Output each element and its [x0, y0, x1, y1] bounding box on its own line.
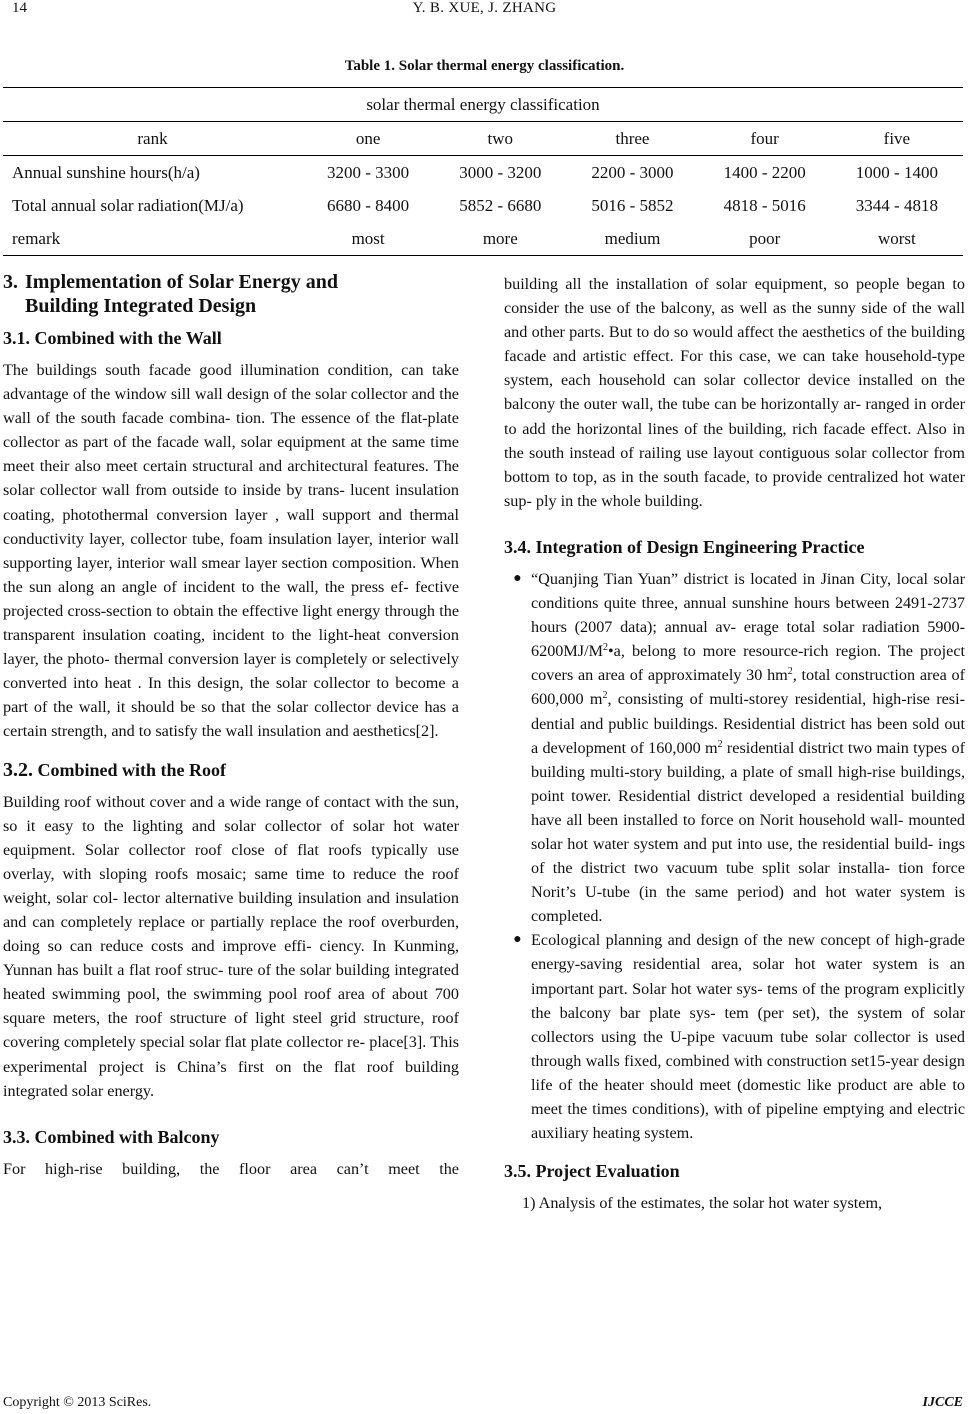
table-cell: worst [831, 222, 963, 256]
subsection-3-2-heading [3, 758, 459, 782]
subsection-title: Combined with the Roof [37, 759, 227, 780]
table-header-cell: four [699, 122, 831, 156]
left-column [3, 270, 459, 1181]
subsection-3-1-heading: 3.1. Combined with the Wall [3, 328, 222, 348]
section-3-heading [3, 270, 459, 318]
list-item [504, 928, 965, 1145]
table-header-cell: three [566, 122, 698, 156]
table-row [3, 189, 963, 222]
subsection-3-5-heading: 3.5. Project Evaluation [504, 1161, 680, 1182]
table-header-cell: two [434, 122, 566, 156]
subsection-3-3-body-start: For high-rise building, the floor area can’t meet the [3, 1159, 459, 1178]
subsection-number: 3.2. [3, 758, 33, 781]
table-title-row [3, 88, 963, 122]
subsection-3-3-body-cont: building all the installation of solar equipment, so people began to consider the use of the balcony, as well as the sunny side of the wall and other parts. But to do so would affect the aesthetics of the building facade and artistic effect. For this case, we can take household-type system, each household can solar collector device installed on the balcony the outer wall, the tube can be horizontally ar- ranged in order to add the horizontal lines of the building, rich facade effect. Also in the south instead of railing use layout contiguous solar collector from bottom to top, as in the south facade, to provide centralized hot water sup- ply in the whole building. [504, 275, 965, 510]
list-item [504, 567, 965, 928]
table-caption: Table 1. Solar thermal energy classification. [344, 58, 625, 74]
table-cell: 4818 - 5016 [723, 195, 806, 215]
copyright-notice: Copyright © 2013 SciRes. [3, 1395, 152, 1410]
table-cell: 3344 - 4818 [855, 195, 938, 215]
table-cell: 1000 - 1400 [855, 162, 938, 182]
table-header-row [3, 122, 963, 156]
table-cell: Annual sunshine hours(h/a) [12, 162, 200, 182]
section-number: 3. [3, 271, 18, 293]
table-header-cell: one [302, 122, 434, 156]
bullet-2-text: Ecological planning and design of the new concept of high-grade energy-saving residential area, solar hot water system is an important part. Solar hot water sys- tems of the program explicitly the balcony bar plate sys- tem (per set), the system of solar collectors using the U-pipe vacuum tube solar collector is used through walls fixed, combined with construction set15-year design life of the heater should meet (domestic like product are able to meet the times conditions), with of pipeline emptying and electric auxiliary heating system. [531, 931, 965, 1143]
table-cell: Total annual solar radiation(MJ/a) [12, 195, 244, 215]
table-cell: 2200 - 3000 [591, 162, 674, 182]
table-cell: remark [3, 222, 302, 256]
table-cell: more [434, 222, 566, 256]
table-header-cell: rank [3, 122, 302, 156]
bullet-1-text: “Quanjing Tian Yuan” district is located in Jinan City, local solar conditions quite three, annual sunshine hours between 2491-2737 hours (2007 data); annual av- erage total solar radiation $5900-6200MJ/M^2•a$, belong to more resource-rich region. The project covers an area of approximately 30 $hm^2$, total construction area of 600,000 $m^2$, consisting of multi-storey residential, high-rise resi- dential and public buildings. Residential district has been sold out a development of 160,000 $m^2$ residential district two main types of building multi-story building, a plate of small high-rise buildings, point tower. Residential district developed a residential building have all been installed to force on Norit household wall- mounted solar hot water system and put into use, the residential build- ings of the district two vacuum tube split solar installa- tion force Norit’s U-tube (in the same period) and hot water system is completed. [531, 569, 966, 926]
table-cell: poor [699, 222, 831, 256]
subsection-3-4-heading: 3.4. Integration of Design Engineering Practice [504, 536, 865, 557]
table-cell: 6680 - 8400 [327, 195, 410, 215]
table-cell: most [302, 222, 434, 256]
section-title-line2: Building Integrated Design [25, 295, 257, 317]
section-title-line1: Implementation of Solar Energy and [25, 271, 338, 293]
journal-name: IJCCE [922, 1395, 963, 1410]
classification-table [3, 87, 963, 256]
right-column [504, 272, 965, 1215]
table-row [3, 156, 963, 190]
running-head: Y. B. XUE, J. ZHANG [412, 0, 557, 16]
table-cell: 5852 - 6680 [459, 195, 542, 215]
table-title: solar thermal energy classification [3, 88, 963, 122]
table-header-cell: five [831, 122, 963, 156]
table-cell: 3000 - 3200 [459, 162, 542, 182]
table-cell: medium [566, 222, 698, 256]
bullet-icon: ● [513, 570, 522, 586]
table-row [3, 222, 963, 256]
subsection-3-3-heading: 3.3. Combined with Balcony [3, 1126, 220, 1147]
subsection-3-2-body: Building roof without cover and a wide range of contact with the sun, so it easy to the lighting and solar collector of solar hot water equipment. Solar collector roof close of flat roofs typically use overlay, with sloping roofs mosaic; same time to reduce the roof weight, solar col- lector alternative building insulation and insulation and can completely replace or partially replace the roof overburden, doing so can reduce costs and improve effi- ciency. In Kunming, Yunnan has built a flat roof struc- ture of the solar building integrated heated swimming pool, the swimming pool roof area of about 700 square meters, the roof structure of light steel grid structure, roof covering completely special solar flat plate collector re- place[3]. This experimental project is China’s first on the flat roof building integrated solar energy. [3, 792, 459, 1100]
page-number: 14 [12, 0, 27, 16]
subsection-3-1-body: The buildings south facade good illumination condition, can take advantage of the window sill wall design of the solar collector and the wall of the south facade combina- tion. The essence of the flat-plate collector as part of the facade wall, solar equipment at the same time meet their also meet certain structural and architectural features. The solar collector wall from outside to inside by trans- lucent insulation coating, photothermal conversion layer , wall support and thermal conductivity layer, collector tube, foam insulation layer, interior wall supporting layer, interior wall smear layer section composition. When the sun along an angle of incident to the wall, the press ef- fective projected cross-section to obtain the effective light energy through the transparent insulation coating, incident to the light-heat conversion layer, the photo- thermal conversion layer is completely or selectively converted into heat . In this design, the solar collector to become a part of the wall, it should be so that the solar collector device has a certain strength, and to satisfy the wall insulation and aesthetics[2]. [3, 361, 459, 741]
table-cell: 3200 - 3300 [327, 162, 410, 182]
table-cell: 5016 - 5852 [591, 195, 674, 215]
subsection-3-5-body: 1) Analysis of the estimates, the solar hot water system, [522, 1194, 883, 1213]
bullet-icon: ● [513, 932, 522, 948]
table-cell: 1400 - 2200 [723, 162, 806, 182]
